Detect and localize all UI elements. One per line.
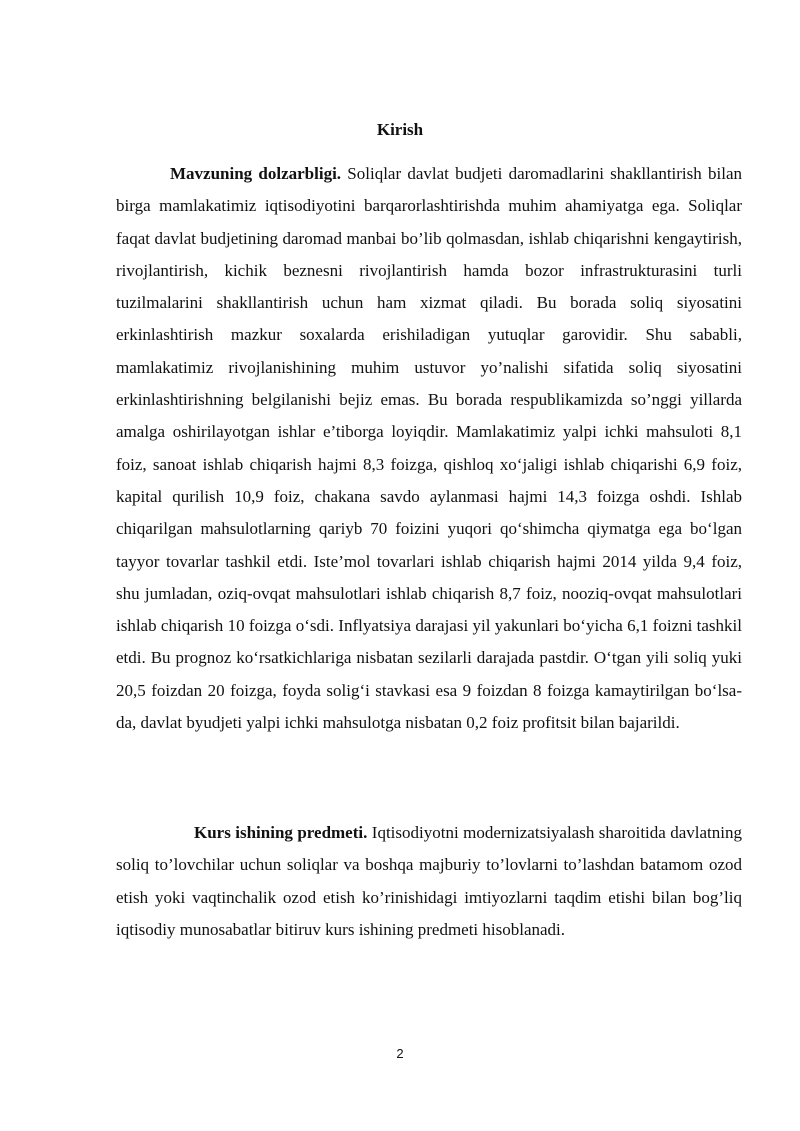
paragraph-body-relevance: Soliqlar davlat budjeti daromadlarini shakllantirish bilan birga mamlakatimiz iqtisodiyotini barqarorlashtirishda muhim ahamiyatga ega. Soliqlar faqat davlat budjetining daromad manbai bo’lib qolmasdan, ishlab chiqarishni kengaytirish, rivojlantirish, kichik beznesni rivojlantirish hamda bozor infrastrukturasini turli tuzilmalarini shakllantirish uchun ham xizmat qiladi. Bu borada soliq siyosatini erkinlashtirish mazkur soxalarda erishiladigan yutuqlar garovidir. Shu sababli, mamlakatimiz rivojlanishining muhim ustuvor yo’nalishi sifatida soliq siyosatini erkinlashtirishning belgilanishi bejiz emas. Bu borada respublikamizda so’nggi yillarda amalga oshirilayotgan ishlar e’tiborga loyiqdir. Mamlakatimiz yalpi ichki mahsuloti 8,1 foiz, sanoat ishlab chiqarish hajmi 8,3 foizga, qishloq xo‘jaligi ishlab chiqarishi 6,9 foiz, kapital qurilish 10,9 foiz, chakana savdo aylanmasi hajmi 14,3 foizga oshdi. Ishlab chiqarilgan mahsulotlarning qariyb 70 foizini yuqori qo‘shimcha qiymatga ega bo‘lgan tayyor tovarlar tashkil etdi. Iste’mol tovarlari ishlab chiqarish hajmi 2014 yilda 9,4 foiz, shu jumladan, oziq-ovqat mahsulotlari ishlab chiqarish 8,7 foiz, nooziq-ovqat mahsulotlari ishlab chiqarish 10 foizga o‘sdi. Inflyatsiya darajasi yil yakunlari bo‘yicha 6,1 foizni tashkil etdi. Bu prognoz ko‘rsatkichlariga nisbatan sezilarli darajada pastdir. O‘tgan yili soliq yuki 20,5 foizdan 20 foizga, foyda solig‘i stavkasi esa 9 foizdan 8 foizga kamaytirilgan bo‘lsa-da, davlat byudjeti yalpi ichki mahsulotga nisbatan 0,2 foiz profitsit bilan bajarildi. [116, 164, 742, 733]
paragraph-lead-relevance: Mavzuning dolzarbligi. [170, 164, 342, 183]
page-number: 2 [396, 1046, 404, 1061]
paragraph-body-subject: Iqtisodiyotni modernizatsiyalash sharoitida davlatning soliq to’lovchilar uchun soliqlar va boshqa majburiy to’lovlarni to’lashdan batamom ozod etish yoki vaqtinchalik ozod etish ko’rinishidagi imtiyozlarni taqdim etishi bilan bog’liq iqtisodiy munosabatlar bitiruv kurs ishining predmeti hisoblanadi. [116, 823, 742, 939]
paragraph-subject [116, 817, 742, 946]
paragraph-lead-subject: Kurs ishining predmeti. [194, 823, 368, 842]
section-heading: Kirish [376, 120, 424, 139]
paragraph-relevance [116, 158, 742, 739]
